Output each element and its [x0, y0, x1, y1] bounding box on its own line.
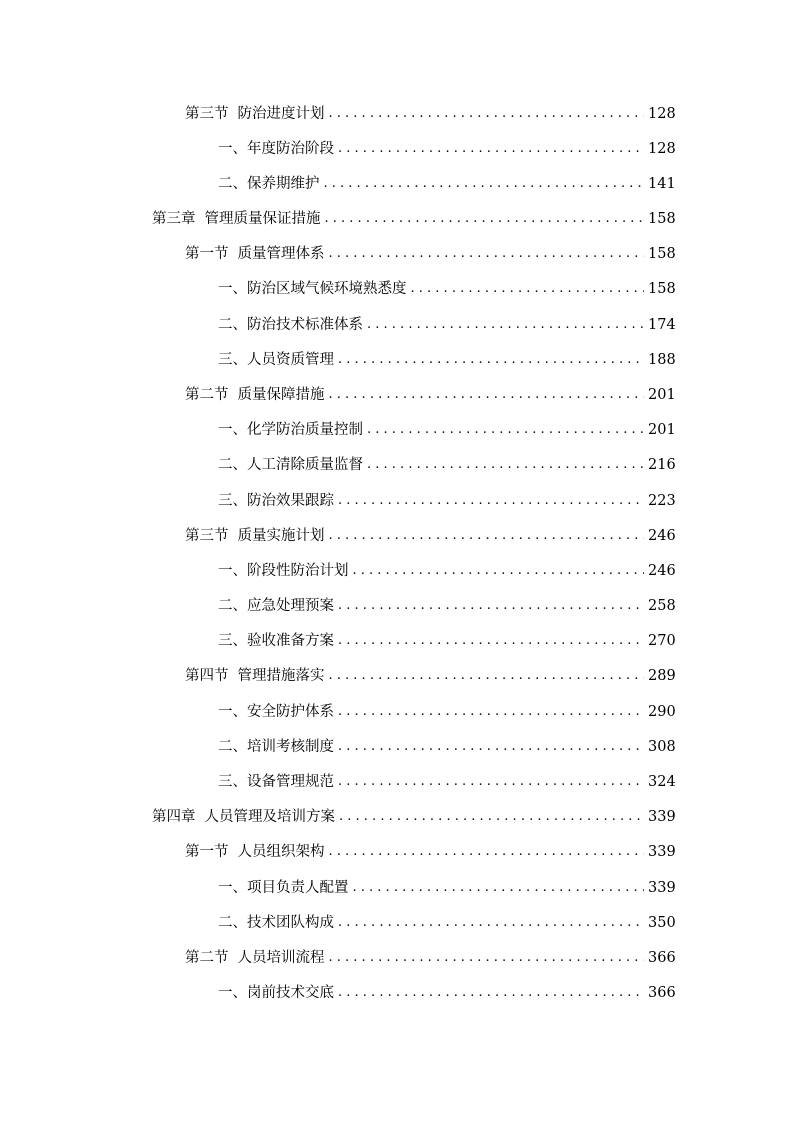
- toc-entry[interactable]: [152, 803, 674, 827]
- toc-entry-page: 366: [648, 985, 676, 1001]
- toc-entry[interactable]: [218, 909, 674, 933]
- toc-entry[interactable]: [185, 240, 674, 264]
- toc-entry-number: 第四节: [185, 668, 229, 684]
- toc-entry-number: 第四章: [152, 809, 196, 825]
- toc-entry[interactable]: [218, 733, 674, 757]
- toc-entry-page: 216: [648, 457, 676, 473]
- toc-dot-leader: [338, 350, 644, 370]
- toc-dot-leader: [338, 631, 644, 651]
- toc-entry-page: 289: [648, 668, 676, 684]
- toc-entry-number: 二、: [218, 739, 247, 755]
- toc-entry-page: 158: [648, 281, 676, 297]
- toc-entry-number: 第一节: [185, 844, 229, 860]
- toc-entry[interactable]: [185, 838, 674, 862]
- toc-entry[interactable]: [218, 592, 674, 616]
- toc-entry[interactable]: [218, 275, 674, 299]
- toc-entry-page: 324: [648, 774, 676, 790]
- toc-dot-leader: [324, 174, 645, 194]
- toc-dot-leader: [367, 315, 644, 335]
- toc-entry[interactable]: [218, 135, 674, 159]
- toc-entry-title: 人工清除质量监督: [247, 457, 363, 473]
- toc-entry-page: 128: [648, 106, 676, 122]
- toc-entry-number: 第二节: [185, 950, 229, 966]
- toc-entry-number: 一、: [218, 281, 247, 297]
- toc-dot-leader: [329, 948, 645, 968]
- toc-entry-title: 化学防治质量控制: [247, 422, 363, 438]
- toc-entry-title: 年度防治阶段: [247, 141, 334, 157]
- toc-entry-page: 188: [648, 352, 676, 368]
- toc-entry-title: 人员培训流程: [237, 950, 325, 966]
- toc-entry-number: 一、: [218, 704, 247, 720]
- toc-dot-leader: [367, 455, 644, 475]
- toc-entry-title: 技术团队构成: [247, 915, 334, 931]
- toc-entry-title: 防治进度计划: [237, 106, 325, 122]
- toc-entry-number: 二、: [218, 598, 247, 614]
- toc-entry-page: 339: [648, 809, 676, 825]
- toc-entry-title: 人员管理及培训方案: [204, 809, 335, 825]
- toc-entry-page: 258: [648, 598, 676, 614]
- toc-entry[interactable]: [218, 979, 674, 1003]
- toc-entry-page: 174: [648, 317, 676, 333]
- toc-entry-number: 一、: [218, 880, 247, 896]
- toc-dot-leader: [329, 526, 645, 546]
- toc-entry[interactable]: [218, 874, 674, 898]
- toc-entry-number: 三、: [218, 493, 247, 509]
- toc-entry[interactable]: [218, 698, 674, 722]
- toc-entry-number: 一、: [218, 422, 247, 438]
- toc-entry-page: 158: [648, 211, 676, 227]
- toc-entry-title: 人员组织架构: [237, 844, 325, 860]
- toc-entry-title: 安全防护体系: [247, 704, 334, 720]
- toc-entry[interactable]: [152, 205, 674, 229]
- toc-entry-title: 防治技术标准体系: [247, 317, 363, 333]
- toc-dot-leader: [338, 772, 644, 792]
- toc-entry-title: 人员资质管理: [247, 352, 334, 368]
- toc-entry-title: 培训考核制度: [247, 739, 334, 755]
- toc-dot-leader: [353, 878, 645, 898]
- toc-entry[interactable]: [185, 944, 674, 968]
- toc-dot-leader: [338, 983, 644, 1003]
- toc-dot-leader: [338, 139, 644, 159]
- toc-entry-title: 管理质量保证措施: [204, 211, 321, 227]
- toc-entry-number: 一、: [218, 985, 247, 1001]
- toc-dot-leader: [338, 491, 644, 511]
- toc-entry-page: 290: [648, 704, 676, 720]
- toc-entry-page: 201: [648, 387, 676, 403]
- toc-entry[interactable]: [185, 522, 674, 546]
- toc-entry-page: 308: [648, 739, 676, 755]
- toc-entry-number: 第二节: [185, 387, 229, 403]
- toc-dot-leader: [339, 807, 644, 827]
- toc-dot-leader: [338, 702, 644, 722]
- toc-dot-leader: [338, 913, 644, 933]
- toc-entry-number: 二、: [218, 915, 247, 931]
- toc-entry-number: 三、: [218, 352, 247, 368]
- toc-entry-number: 第三节: [185, 106, 229, 122]
- toc-entry-number: 三、: [218, 774, 247, 790]
- toc-entry[interactable]: [218, 416, 674, 440]
- toc-entry-title: 质量管理体系: [237, 246, 325, 262]
- toc-entry-title: 防治区域气候环境熟悉度: [247, 281, 407, 297]
- toc-dot-leader: [338, 596, 644, 616]
- toc-entry-page: 246: [648, 528, 676, 544]
- toc-entry-number: 二、: [218, 176, 247, 192]
- toc-dot-leader: [329, 244, 645, 264]
- toc-dot-leader: [338, 737, 644, 757]
- toc-entry-number: 第三章: [152, 211, 196, 227]
- toc-entry-page: 339: [648, 844, 676, 860]
- toc-entry-title: 设备管理规范: [247, 774, 334, 790]
- toc-entry-page: 339: [648, 880, 676, 896]
- toc-entry-page: 201: [648, 422, 676, 438]
- toc-dot-leader: [367, 420, 644, 440]
- toc-entry-title: 防治效果跟踪: [247, 493, 334, 509]
- toc-entry[interactable]: [218, 768, 674, 792]
- toc-entry-number: 一、: [218, 141, 247, 157]
- toc-entry-number: 三、: [218, 633, 247, 649]
- toc-entry-title: 岗前技术交底: [247, 985, 334, 1001]
- toc-entry-page: 128: [648, 141, 676, 157]
- toc-entry[interactable]: [218, 311, 674, 335]
- toc-entry-page: 246: [648, 563, 676, 579]
- toc-entry-page: 223: [648, 493, 676, 509]
- toc-dot-leader: [411, 279, 645, 299]
- toc-entry-title: 应急处理预案: [247, 598, 334, 614]
- toc-entry-title: 项目负责人配置: [247, 880, 349, 896]
- toc-entry[interactable]: [218, 557, 674, 581]
- toc-entry-number: 第三节: [185, 528, 229, 544]
- toc-entry-page: 158: [648, 246, 676, 262]
- toc-entry-title: 质量保障措施: [237, 387, 325, 403]
- toc-dot-leader: [325, 209, 645, 229]
- toc-entry-page: 350: [648, 915, 676, 931]
- toc-entry-number: 二、: [218, 317, 247, 333]
- toc-entry-title: 阶段性防治计划: [247, 563, 349, 579]
- toc-entry-title: 验收准备方案: [247, 633, 334, 649]
- toc-entry[interactable]: [218, 170, 674, 194]
- toc-entry[interactable]: [218, 451, 674, 475]
- toc-entry-number: 一、: [218, 563, 247, 579]
- toc-dot-leader: [329, 842, 645, 862]
- toc-entry-title: 质量实施计划: [237, 528, 325, 544]
- toc-entry-number: 二、: [218, 457, 247, 473]
- toc-dot-leader: [329, 104, 645, 124]
- toc-entry[interactable]: [218, 346, 674, 370]
- toc-entry[interactable]: [185, 381, 674, 405]
- toc-entry-page: 366: [648, 950, 676, 966]
- toc-entry-number: 第一节: [185, 246, 229, 262]
- toc-dot-leader: [353, 561, 645, 581]
- toc-dot-leader: [329, 385, 645, 405]
- toc-entry-page: 141: [648, 176, 676, 192]
- toc-entry-page: 270: [648, 633, 676, 649]
- toc-entry[interactable]: [218, 487, 674, 511]
- toc-entry-title: 管理措施落实: [237, 668, 325, 684]
- toc-entry[interactable]: [218, 627, 674, 651]
- toc-entry[interactable]: [185, 662, 674, 686]
- toc-entry[interactable]: [185, 100, 674, 124]
- toc-dot-leader: [329, 666, 645, 686]
- toc-entry-title: 保养期维护: [247, 176, 320, 192]
